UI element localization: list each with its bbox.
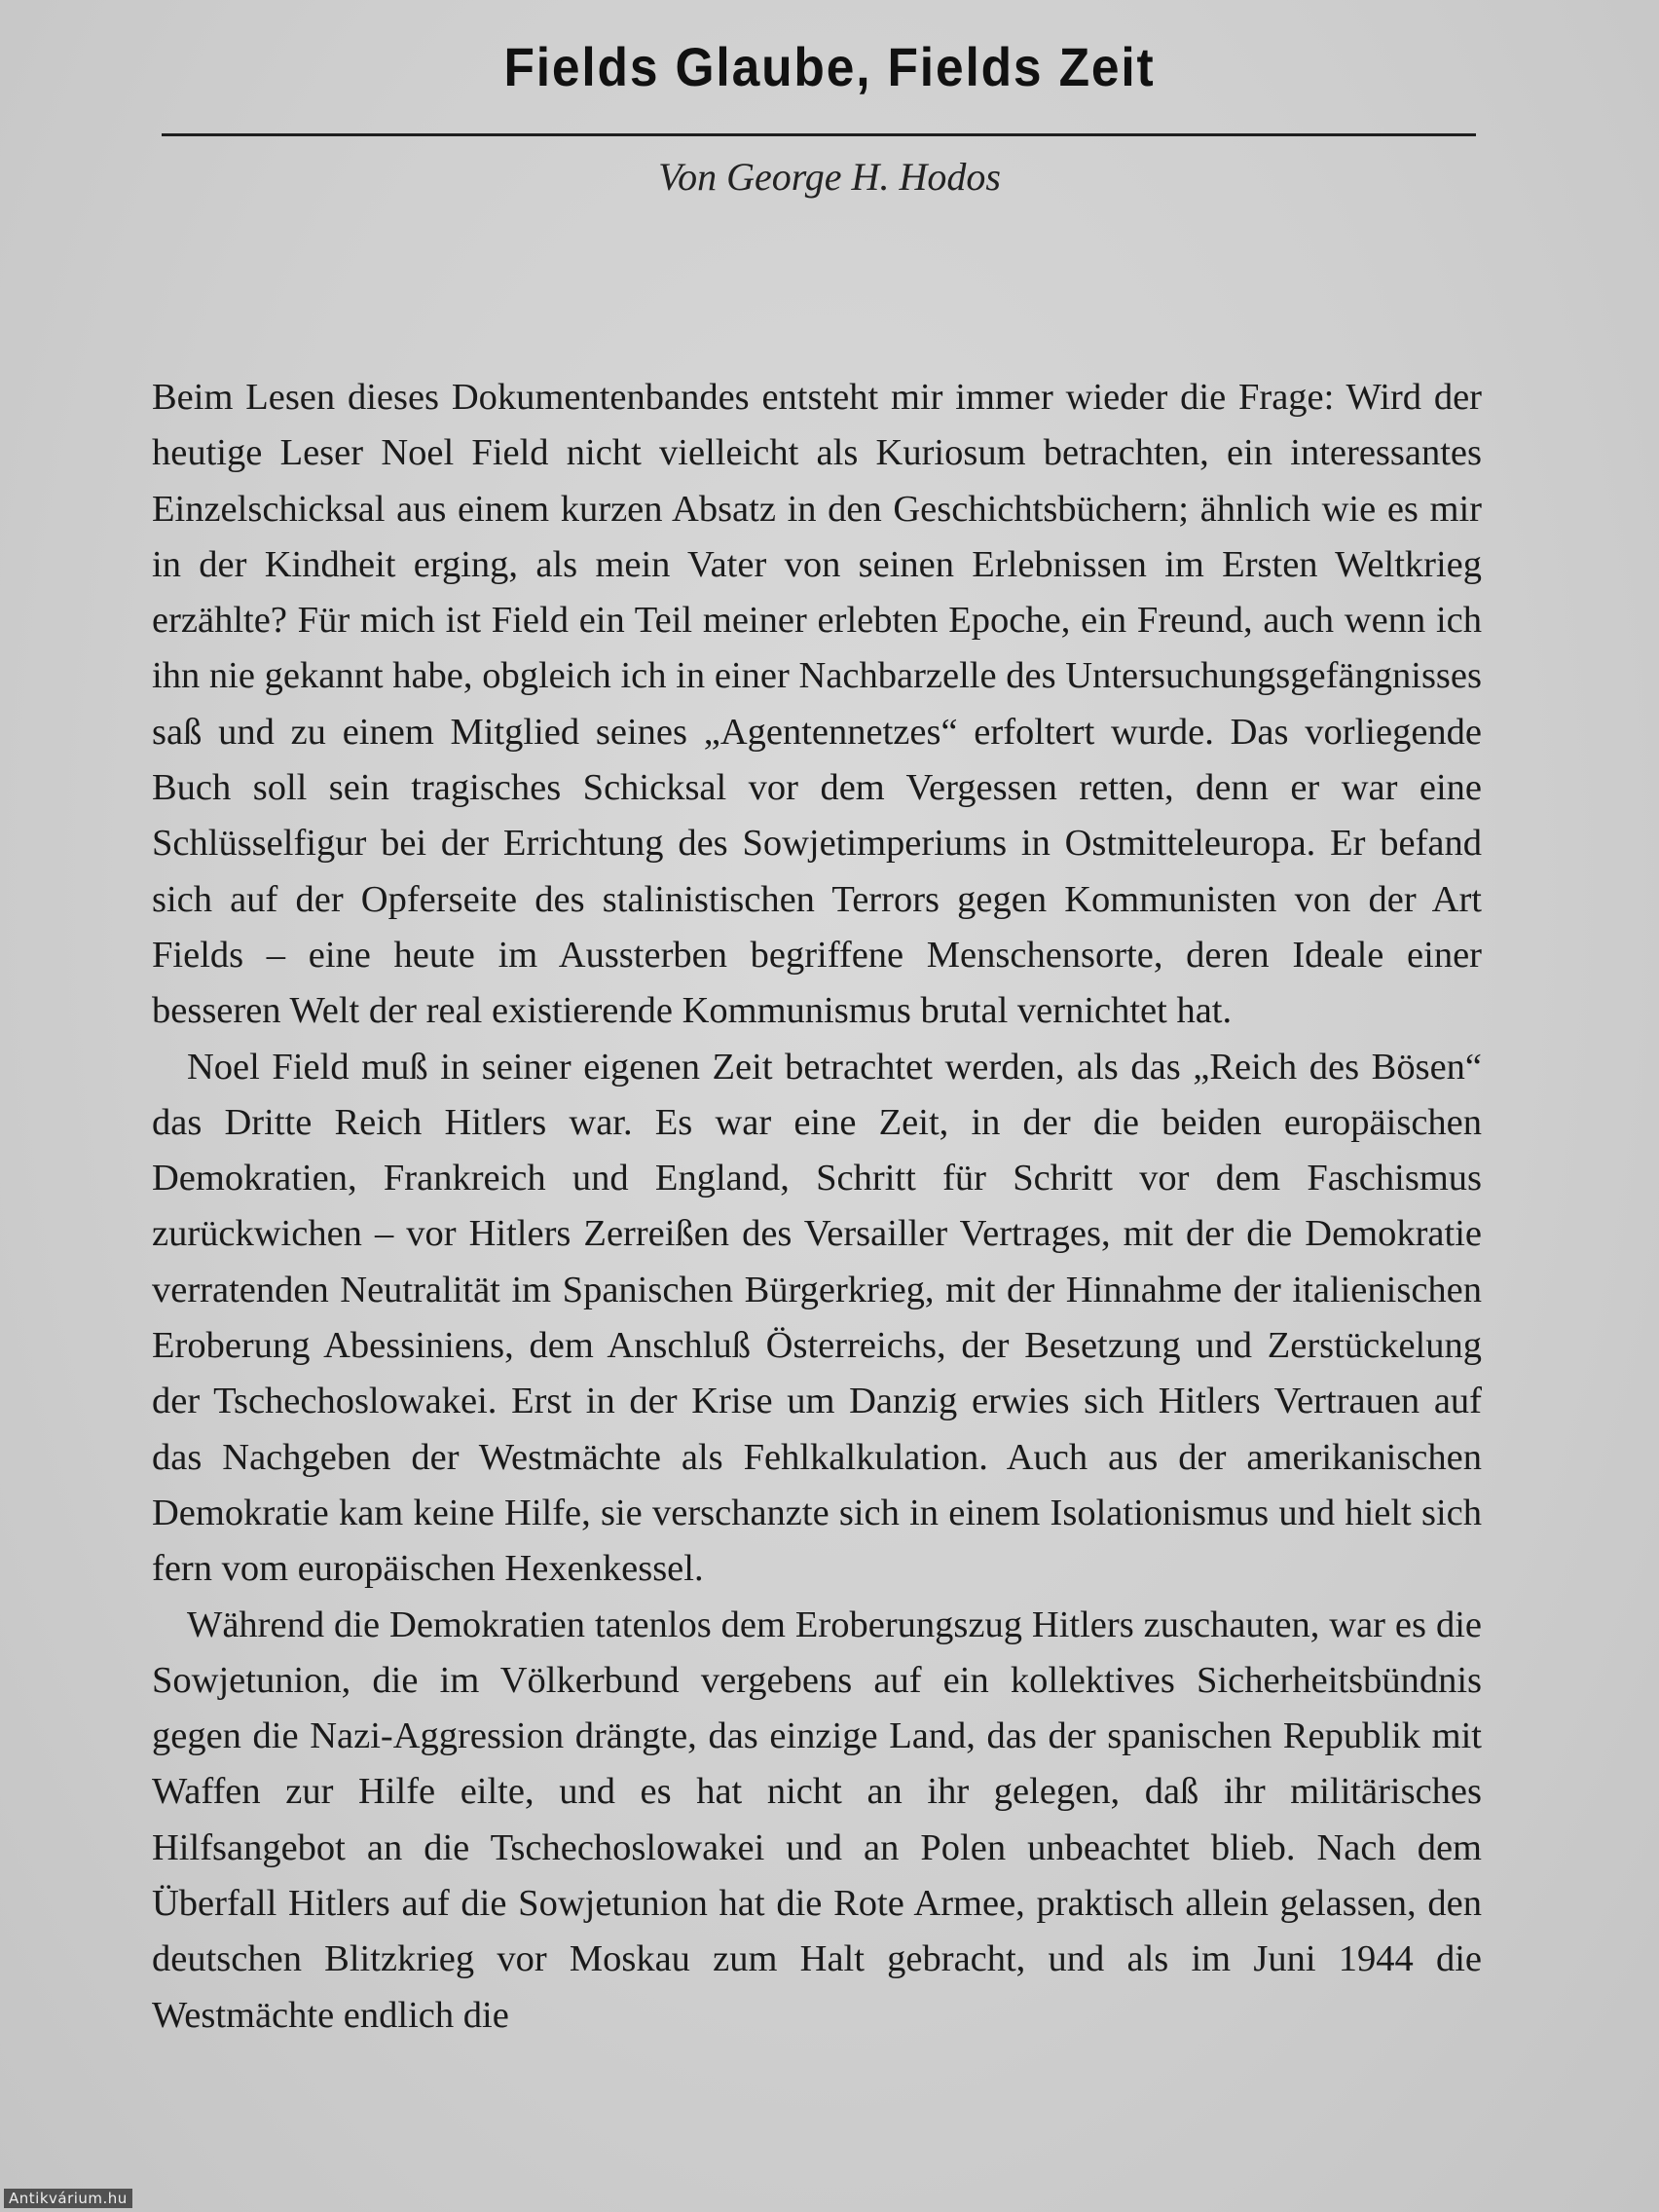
paragraph-1: Beim Lesen dieses Dokumentenbandes entsteht mir immer wieder die Frage: Wird der heutige Leser Noel Field nicht vielleicht als Kuriosum betrachten, ein interessantes Einzelschicksal aus einem kurzen Absatz in den Geschichtsbüchern; ähnlich wie es mir in der Kindheit erging, als mein Vater von seinen Erlebnissen im Ersten Weltkrieg erzählte? Für mich ist Field ein Teil meiner erlebten Epoche, ein Freund, auch wenn ich ihn nie gekannt habe, obgleich ich in einer Nachbarzelle des Untersuchungsgefängnisses saß und zu einem Mitglied seines „Agentennetzes“ erfoltert wurde. Das vorliegende Buch soll sein tragisches Schicksal vor dem Vergessen retten, denn er war eine Schlüsselfigur bei der Errichtung des Sowjetimperiums in Ostmitteleuropa. Er befand sich auf der Opferseite des stalinistischen Terrors gegen Kommunisten von der Art Fields – eine heute im Aussterben begriffene Menschensorte, deren Ideale einer besseren Welt der real existierende Kommunismus brutal vernichtet hat.	[152, 377, 1482, 1032]
body-text	[152, 370, 1482, 2044]
chapter-title: Fields Glaube, Fields Zeit	[503, 36, 1156, 97]
author-line: Von George H. Hodos	[658, 155, 1001, 199]
paragraph-3: Während die Demokratien tatenlos dem Eroberungszug Hitlers zuschauten, war es die Sowjetunion, die im Völkerbund vergebens auf ein kollektives Sicherheitsbündnis gegen die Nazi-Aggression drängte, das einzige Land, das der spanischen Republik mit Waffen zur Hilfe eilte, und es hat nicht an ihr gelegen, daß ihr militärisches Hilfsangebot an die Tschechoslowakei und an Polen unbeachtet blieb. Nach dem Überfall Hitlers auf die Sowjetunion hat die Rote Armee, praktisch allein gelassen, den deutschen Blitzkrieg vor Moskau zum Halt gebracht, und als im Juni 1944 die Westmächte endlich die	[152, 1604, 1482, 2036]
title-rule	[162, 133, 1476, 136]
paragraph-2: Noel Field muß in seiner eigenen Zeit betrachtet werden, als das „Reich des Bösen“ das Dritte Reich Hitlers war. Es war eine Zeit, in der die beiden europäischen Demokratien, Frankreich und England, Schritt für Schritt vor dem Faschismus zurückwichen – vor Hitlers Zerreißen des Versailler Vertrages, mit der die Demokratie verratenden Neutralität im Spanischen Bürgerkrieg, mit der Hinnahme der italienischen Eroberung Abessiniens, dem Anschluß Österreichs, der Besetzung und Zerstückelung der Tschechoslowakei. Erst in der Krise um Danzig erwies sich Hitlers Vertrauen auf das Nachgeben der Westmächte als Fehlkalkulation. Auch aus der amerikanischen Demokratie kam keine Hilfe, sie verschanzte sich in einem Isolationismus und hielt sich fern vom europäischen Hexenkessel.	[152, 1046, 1482, 1590]
site-watermark: Antikvárium.hu	[4, 2189, 132, 2208]
